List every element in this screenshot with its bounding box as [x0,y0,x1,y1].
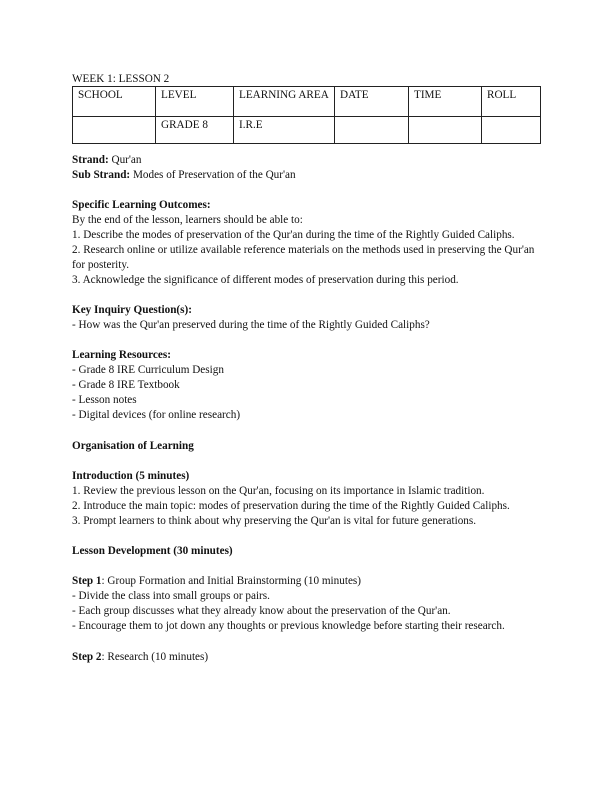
header-roll: ROLL [482,87,541,117]
step1-title [72,574,540,589]
step-label: Step 2 [72,651,102,663]
sub-strand-label: Sub Strand: [72,169,131,181]
list-item: 1. Describe the modes of preservation of the Qur'an during the time of the Rightly Guided Caliphs. [72,229,515,241]
step2-title [72,650,540,665]
resources-section [72,348,540,423]
table-row [73,117,541,144]
list-item: - Divide the class into small groups or pairs. [72,590,270,602]
list-item: - Grade 8 IRE Textbook [72,379,180,391]
cell-school [73,117,156,144]
list-item: 2. Introduce the main topic: modes of preservation during the time of the Rightly Guided Caliphs. [72,500,510,512]
step-title: : Research (10 minutes) [101,651,209,663]
section-heading: Specific Learning Outcomes: [72,199,211,211]
section-heading: Introduction (5 minutes) [72,470,190,482]
list-item: - Each group discusses what they already know about the preservation of the Qur'an. [72,605,451,617]
header-learning-area: LEARNING AREA [234,87,335,117]
section-heading: Learning Resources: [72,349,171,361]
list-item: 2. Research online or utilize available reference materials on the methods used in preserving the Qur'an for posterity. [72,244,535,271]
section-heading: Key Inquiry Question(s): [72,304,192,316]
development-heading [72,544,540,559]
cell-time [409,117,482,144]
section-heading: Organisation of Learning [72,440,194,452]
header-level: LEVEL [156,87,234,117]
list-item: 3. Prompt learners to think about why preserving the Qur'an is vital for future generations. [72,515,477,527]
outcomes-intro: By the end of the lesson, learners should be able to: [72,214,303,226]
sub-strand-value: Modes of Preservation of the Qur'an [130,169,296,181]
header-time: TIME [409,87,482,117]
list-item: 1. Review the previous lesson on the Qur'an, focusing on its importance in Islamic tradition. [72,485,485,497]
cell-roll [482,117,541,144]
week-title: WEEK 1: LESSON 2 [72,73,170,85]
strand-value: Qur'an [108,154,142,166]
organisation-heading [72,439,540,454]
cell-date [335,117,409,144]
list-item: - How was the Qur'an preserved during the time of the Rightly Guided Caliphs? [72,319,430,331]
list-item: - Lesson notes [72,394,137,406]
lesson-content [72,153,540,665]
table-header-row [73,87,541,117]
strand-label: Strand: [72,154,109,166]
header-school: SCHOOL [73,87,156,117]
header-date: DATE [335,87,409,117]
cell-learning-area: I.R.E [234,117,335,144]
outcomes-section [72,198,540,288]
inquiry-section [72,303,540,333]
strand [72,153,540,168]
list-item: 3. Acknowledge the significance of different modes of preservation during this period. [72,274,459,286]
step-label: Step 1 [72,575,102,587]
sub-strand [72,168,540,183]
list-item: - Encourage them to jot down any thoughts or previous knowledge before starting their research. [72,620,505,632]
cell-level: GRADE 8 [156,117,234,144]
step1-section [72,574,540,634]
lesson-info-table [72,86,541,144]
list-item: - Digital devices (for online research) [72,409,241,421]
list-item: - Grade 8 IRE Curriculum Design [72,364,224,376]
step-title: : Group Formation and Initial Brainstorming (10 minutes) [101,575,361,587]
step2-section [72,650,540,665]
introduction-section [72,469,540,529]
section-heading: Lesson Development (30 minutes) [72,545,233,557]
